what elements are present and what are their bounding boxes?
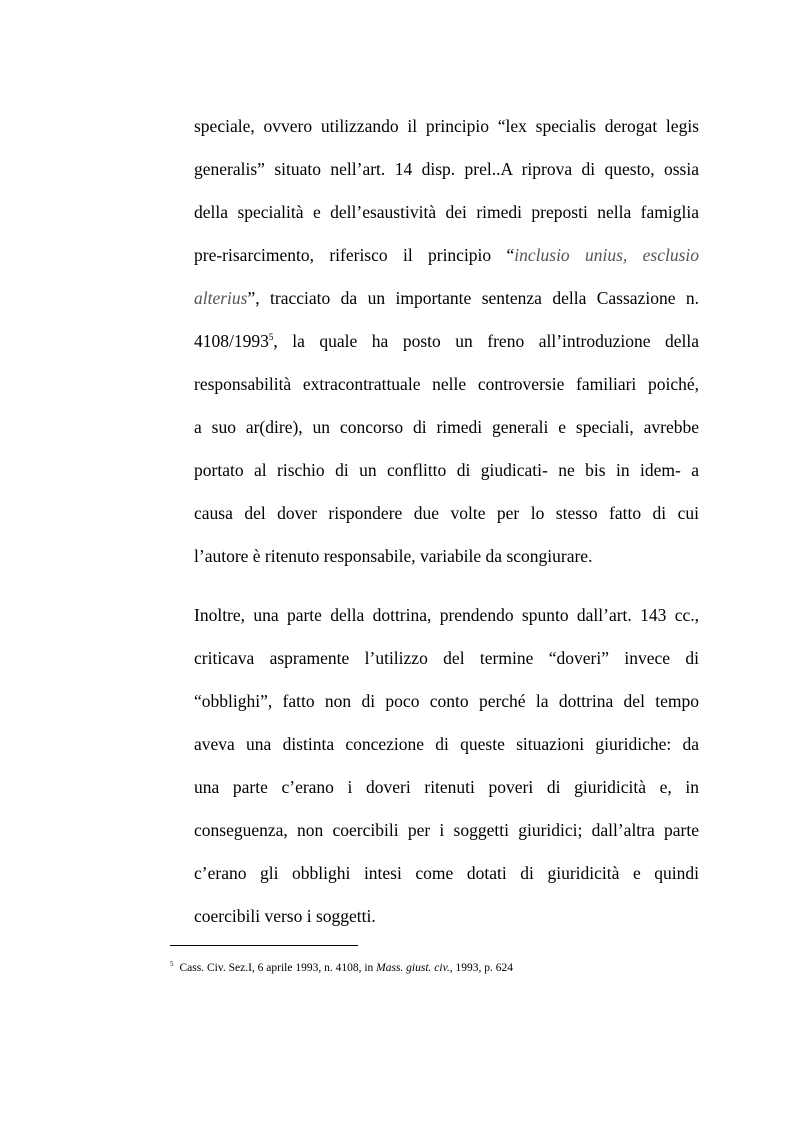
body-line: 4108/1993$^5$, la quale ha posto un freno all’introduzione della bbox=[194, 331, 699, 351]
body-line: coercibili verso i soggetti. bbox=[194, 906, 376, 926]
body-line: Inoltre, una parte della dottrina, prendendo spunto dall’art. 143 cc., bbox=[194, 605, 699, 625]
body-line: pre-risarcimento, riferisco il principio “inclusio unius, esclusio bbox=[194, 245, 699, 265]
footnote-separator bbox=[170, 945, 358, 946]
latin-phrase: alterius bbox=[194, 288, 248, 308]
body-line: portato al rischio di un conflitto di giudicati- ne bis in idem- a bbox=[194, 460, 699, 480]
body-line: aveva una distinta concezione di queste situazioni giuridiche: da bbox=[194, 734, 699, 754]
footnote-number: 5 bbox=[170, 960, 174, 969]
journal-title: Mass. giust. civ. bbox=[376, 962, 450, 974]
footnote: $^5$ Cass. Civ. Sez.I, 6 aprile 1993, n. 4108, in Mass. giust. civ., 1993, p. 624 bbox=[170, 960, 513, 974]
body-line: conseguenza, non coercibili per i soggetti giuridici; dall’altra parte bbox=[194, 820, 699, 840]
body-line: c’erano gli obblighi intesi come dotati di giuridicità e quindi bbox=[194, 863, 699, 883]
body-line: criticava aspramente l’utilizzo del termine “doveri” invece di bbox=[194, 648, 699, 668]
body-line: speciale, ovvero utilizzando il principio “lex specialis derogat legis bbox=[194, 116, 699, 136]
body-line: “obblighi”, fatto non di poco conto perché la dottrina del tempo bbox=[194, 691, 699, 711]
footnote-ref: 5 bbox=[268, 332, 274, 343]
latin-phrase: inclusio unius, esclusio bbox=[514, 245, 699, 265]
body-line: alterius”, tracciato da un importante sentenza della Cassazione n. bbox=[194, 288, 699, 308]
body-line: una parte c’erano i doveri ritenuti poveri di giuridicità e, in bbox=[194, 777, 699, 797]
body-line: a suo ar(dire), un concorso di rimedi generali e speciali, avrebbe bbox=[194, 417, 699, 437]
body-line: causa del dover rispondere due volte per lo stesso fatto di cui bbox=[194, 503, 699, 523]
body-line: l’autore è ritenuto responsabile, variabile da scongiurare. bbox=[194, 546, 593, 566]
body-line: generalis” situato nell’art. 14 disp. prel..A riprova di questo, ossia bbox=[194, 159, 699, 179]
body-line: della specialità e dell’esaustività dei rimedi preposti nella famiglia bbox=[194, 202, 699, 222]
body-line: responsabilità extracontrattuale nelle controversie familiari poiché, bbox=[194, 374, 699, 394]
